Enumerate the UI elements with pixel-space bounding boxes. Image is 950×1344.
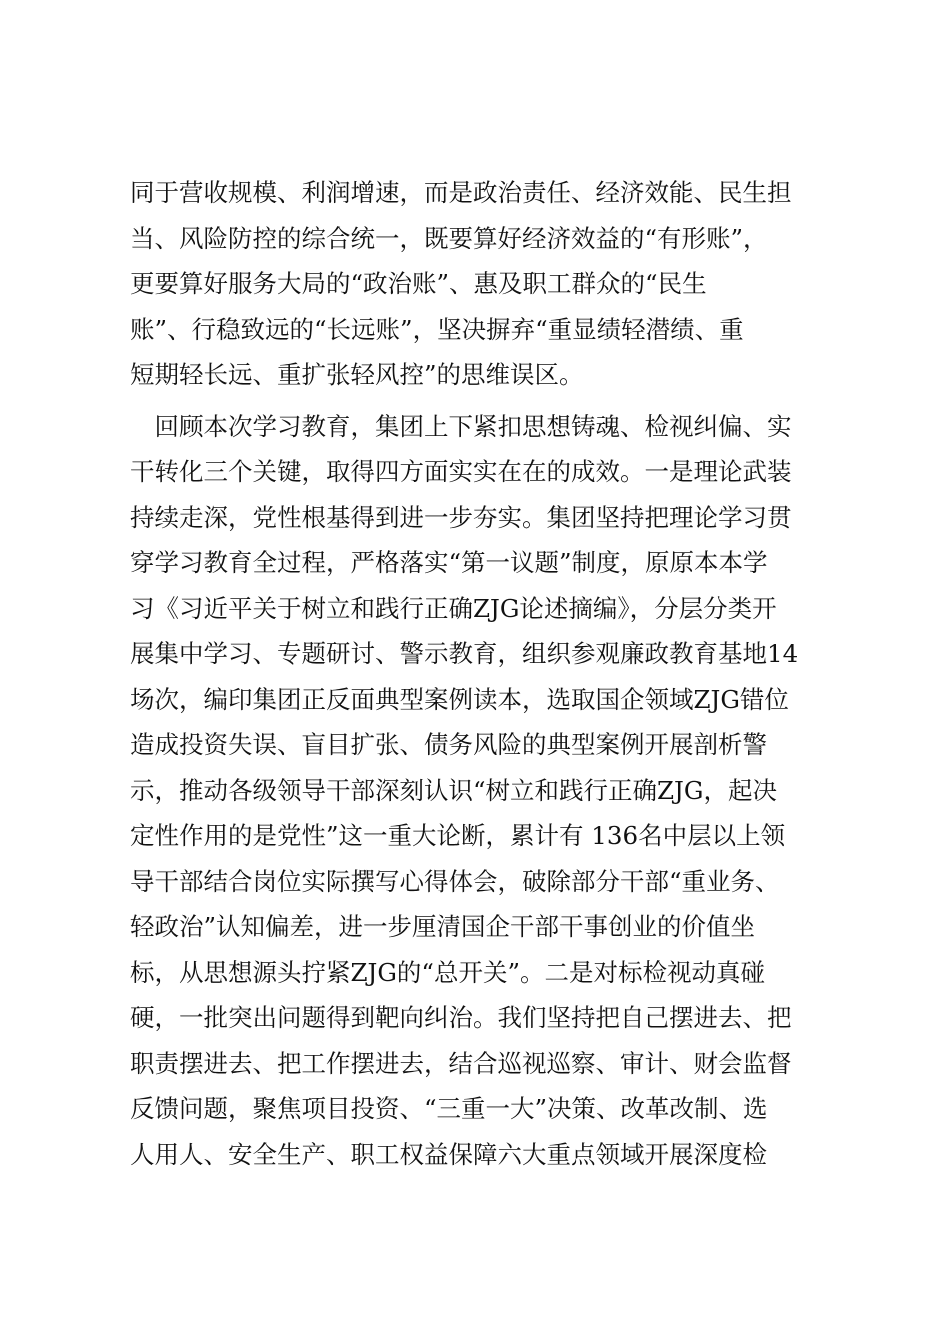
text-line: 当、风险防控的综合统一，既要算好经济效益的“有形账”， xyxy=(130,223,768,253)
text-line: 账”、行稳致远的“长远账”，坚决摒弃“重显绩轻潜绩、重 xyxy=(130,314,744,344)
text-line: 穿学习教育全过程，严格落实“第一议题”制度，原原本本学 xyxy=(130,548,768,577)
text-line: 轻政治”认知偏差，进一步厘清国企干部干事创业的价值坐 xyxy=(130,912,756,941)
paragraph-2 xyxy=(130,404,830,1178)
document-body xyxy=(130,170,830,1177)
text-line: 展集中学习、专题研讨、警示教育，组织参观廉政教育基地14 xyxy=(130,639,799,668)
text-line: 硬，一批突出问题得到靶向纠治。我们坚持把自己摆进去、把 xyxy=(130,1003,792,1032)
text-line: 示，推动各级领导干部深刻认识“树立和践行正确ZJG，起决 xyxy=(130,775,777,805)
text-line: 短期轻长远、重扩张轻风控”的思维误区。 xyxy=(130,360,584,389)
text-line: 同于营收规模、利润增速，而是政治责任、经济效能、民生担 xyxy=(130,178,792,207)
text-line: 职责摆进去、把工作摆进去，结合巡视巡察、审计、财会监督 xyxy=(130,1048,792,1078)
text-line: 人用人、安全生产、职工权益保障六大重点领域开展深度检 xyxy=(130,1139,767,1169)
text-line: 标，从思想源头拧紧ZJG的“总开关”。二是对标检视动真碰 xyxy=(130,957,765,987)
text-line: 持续走深，党性根基得到进一步夯实。集团坚持把理论学习贯 xyxy=(130,502,792,532)
paragraph-1 xyxy=(130,170,830,398)
text-line: 干转化三个关键，取得四方面实实在在的成效。一是理论武装 xyxy=(130,457,792,486)
text-line: 反馈问题，聚焦项目投资、“三重一大”决策、改革改制、选 xyxy=(130,1094,768,1123)
text-line: 习《习近平关于树立和践行正确ZJG论述摘编》，分层分类开 xyxy=(130,593,777,623)
text-line: 更要算好服务大局的“政治账”、惠及职工群众的“民生 xyxy=(130,269,707,298)
text-line: 定性作用的是党性”这一重大论断，累计有 136名中层以上领 xyxy=(130,821,786,850)
text-line: 导干部结合岗位实际撰写心得体会，破除部分干部“重业务、 xyxy=(130,866,780,896)
text-line: 回顾本次学习教育，集团上下紧扣思想铸魂、检视纠偏、实 xyxy=(130,411,792,441)
text-line: 场次，编印集团正反面典型案例读本，选取国企领域ZJG错位 xyxy=(130,684,789,714)
text-line: 造成投资失误、盲目扩张、债务风险的典型案例开展剖析警 xyxy=(130,730,767,759)
